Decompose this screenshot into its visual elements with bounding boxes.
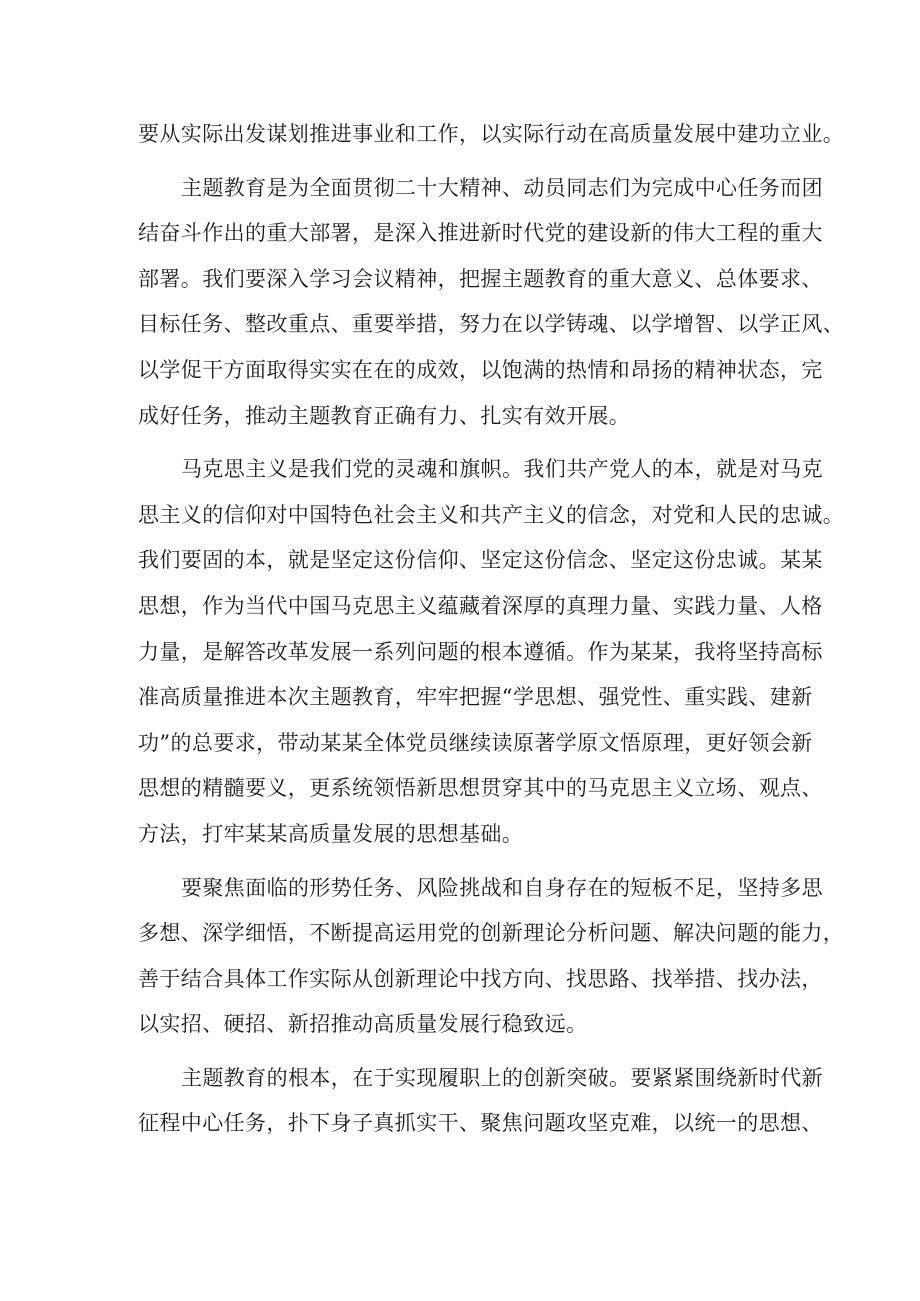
- text-line: 多想、深学细悟，不断提高运用党的创新理论分析问题、解决问题的能力，: [138, 921, 845, 946]
- paragraph: [138, 166, 845, 440]
- paragraph: [138, 112, 845, 158]
- text-line: 思主义的信仰对中国特色社会主义和共产主义的信念，对党和人民的忠诚。: [138, 502, 845, 527]
- paragraph-gap: [138, 158, 802, 166]
- text-line: 要聚焦面临的形势任务、风险挑战和自身存在的短板不足，坚持多思: [181, 875, 823, 900]
- text-line: 目标任务、整改重点、重要举措，努力在以学铸魂、以学增智、以学正风、: [138, 312, 845, 337]
- text-line: 要从实际出发谋划推进事业和工作，以实际行动在高质量发展中建功立业。: [138, 122, 845, 146]
- text-line: 结奋斗作出的重大部署，是深入推进新时代党的建设新的伟大工程的重大: [138, 221, 823, 246]
- text-line: 方法，打牢某某高质量发展的思想基础。: [138, 821, 524, 846]
- text-line: 征程中心任务，扑下身子真抓实干、聚焦问题攻坚克难，以统一的思想、: [138, 1111, 823, 1136]
- document-body: [138, 112, 845, 1147]
- text-line: 善于结合具体工作实际从创新理论中找方向、找思路、找举措、找办法，: [138, 966, 823, 991]
- text-line: 思想的精髓要义，更系统领悟新思想贯穿其中的马克思主义立场、观点、: [138, 776, 823, 801]
- paragraph: [138, 1056, 823, 1147]
- paragraph: [138, 447, 845, 857]
- text-line: 以实招、硬招、新招推动高质量发展行稳致远。: [138, 1012, 588, 1037]
- paragraph-gap: [138, 1048, 802, 1056]
- text-line: 主题教育是为全面贯彻二十大精神、动员同志们为完成中心任务而团: [181, 175, 823, 200]
- text-line: 功”的总要求，带动某某全体党员继续读原著学原文悟原理，更好领会新: [138, 730, 813, 755]
- text-line: 我们要固的本，就是坚定这份信仰、坚定这份信念、坚定这份忠诚。某某: [138, 548, 823, 573]
- text-line: 准高质量推进本次主题教育，牢牢把握“学思想、强党性、重实践、建新: [138, 685, 813, 710]
- paragraph-gap: [138, 858, 802, 866]
- text-line: 力量，是解答改革发展一系列问题的根本遵循。作为某某，我将坚持高标: [138, 639, 823, 664]
- paragraph: [138, 866, 845, 1048]
- paragraph-gap: [138, 439, 802, 447]
- text-line: 部署。我们要深入学习会议精神，把握主题教育的重大意义、总体要求、: [138, 266, 823, 291]
- text-line: 以学促干方面取得实实在在的成效，以饱满的热情和昂扬的精神状态，完: [138, 357, 823, 382]
- text-line: 成好任务，推动主题教育正确有力、扎实有效开展。: [138, 403, 631, 428]
- text-line: 思想，作为当代中国马克思主义蕴藏着深厚的真理力量、实践力量、人格: [138, 593, 823, 618]
- text-line: 主题教育的根本，在于实现履职上的创新突破。要紧紧围绕新时代新: [181, 1065, 823, 1090]
- text-line: 马克思主义是我们党的灵魂和旗帜。我们共产党人的本，就是对马克: [181, 457, 823, 482]
